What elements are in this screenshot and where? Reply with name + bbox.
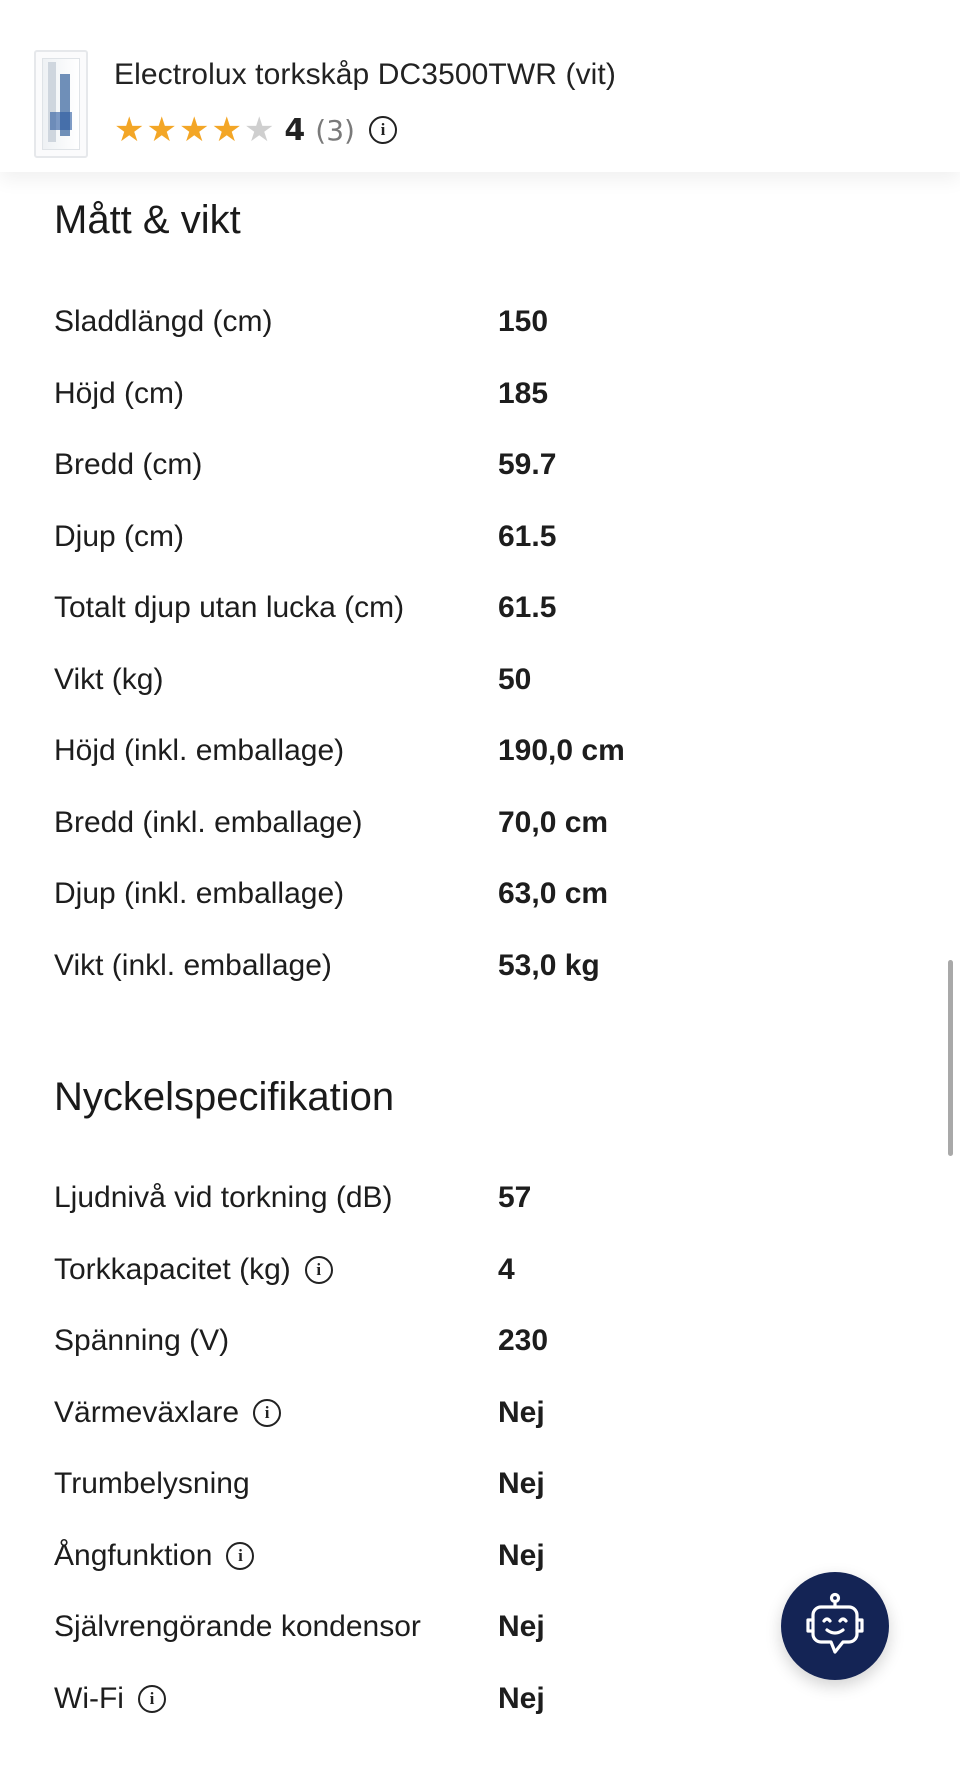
spec-row [54, 1388, 874, 1438]
spec-row [54, 655, 874, 705]
spec-value: 61.5 [498, 591, 557, 624]
spec-row [54, 369, 874, 419]
spec-value: Nej [498, 1539, 545, 1572]
info-icon[interactable]: i [305, 1256, 333, 1284]
spec-label: Spänning (V) [54, 1324, 230, 1357]
spec-row [54, 1316, 874, 1366]
spec-value: 61.5 [498, 520, 557, 553]
spec-label-text: Ångfunktion [54, 1539, 213, 1572]
product-title: Electrolux torkskåp DC3500TWR (vit) [114, 58, 616, 91]
info-icon[interactable]: i [226, 1542, 254, 1570]
spec-label: Höjd (inkl. emballage) [54, 734, 345, 767]
rating-info-icon[interactable]: i [369, 116, 397, 144]
spec-row [54, 1173, 874, 1223]
spec-label: Sladdlängd (cm) [54, 305, 273, 338]
spec-label [54, 1682, 498, 1716]
spec-value: 150 [498, 305, 549, 338]
spec-value: 53,0 kg [498, 949, 600, 982]
info-icon[interactable]: i [253, 1399, 281, 1427]
spec-label: Djup (cm) [54, 520, 185, 553]
star-filled-icon: ★ [211, 110, 242, 150]
star-filled-icon: ★ [178, 110, 210, 150]
product-header [0, 0, 960, 172]
spec-value: 230 [498, 1324, 549, 1357]
spec-row [54, 1245, 874, 1295]
spec-row [54, 1602, 874, 1652]
spec-label: Bredd (inkl. emballage) [54, 806, 363, 839]
chatbot-button[interactable] [781, 1572, 889, 1680]
product-thumbnail[interactable] [34, 50, 88, 158]
rating-count[interactable]: (3) [315, 113, 355, 147]
spec-row [54, 440, 874, 490]
spec-label: Vikt (inkl. emballage) [54, 949, 332, 982]
star-empty-icon: ★ [243, 110, 275, 150]
spec-value: 190,0 cm [498, 734, 625, 767]
star-filled-icon: ★ [146, 110, 177, 150]
section-title-dimensions: Mått & vikt [54, 198, 241, 242]
star-filled-icon: ★ [114, 110, 145, 150]
rating-row[interactable] [114, 110, 397, 150]
spec-value: 185 [498, 377, 549, 410]
spec-row [54, 1531, 874, 1581]
spec-row [54, 512, 874, 562]
spec-label: Ljudnivå vid torkning (dB) [54, 1181, 393, 1214]
spec-value: Nej [498, 1396, 545, 1429]
spec-label [54, 1253, 498, 1287]
spec-value: 4 [498, 1253, 515, 1286]
spec-label [54, 1539, 498, 1573]
spec-row [54, 798, 874, 848]
spec-value: Nej [498, 1610, 545, 1643]
info-icon[interactable]: i [138, 1685, 166, 1713]
thumbnail-rack [48, 62, 56, 142]
spec-label: Trumbelysning [54, 1467, 250, 1500]
spec-value: 63,0 cm [498, 877, 609, 910]
spec-row [54, 726, 874, 776]
spec-value: Nej [498, 1682, 545, 1715]
spec-value: 70,0 cm [498, 806, 609, 839]
scrollbar-thumb[interactable] [948, 960, 953, 1156]
spec-label-text: Värmeväxlare [54, 1396, 240, 1429]
spec-value: 50 [498, 663, 532, 696]
spec-row [54, 1459, 874, 1509]
spec-label: Höjd (cm) [54, 377, 185, 410]
rating-value: 4 [284, 112, 306, 148]
spec-value: 57 [498, 1181, 532, 1214]
thumbnail-rack [50, 112, 72, 130]
spec-value: Nej [498, 1467, 545, 1500]
spec-row [54, 297, 874, 347]
spec-row [54, 941, 874, 991]
spec-row [54, 583, 874, 633]
spec-label: Vikt (kg) [54, 663, 164, 696]
section-title-key-specs: Nyckelspecifikation [54, 1075, 395, 1119]
chatbot-icon [799, 1590, 871, 1662]
spec-label: Totalt djup utan lucka (cm) [54, 591, 405, 624]
spec-label: Bredd (cm) [54, 448, 203, 481]
spec-label [54, 1396, 498, 1430]
rating-stars [114, 110, 275, 150]
spec-label: Självrengörande kondensor [54, 1610, 421, 1643]
spec-row [54, 1674, 874, 1724]
spec-label-text: Torkkapacitet (kg) [54, 1253, 291, 1286]
spec-row [54, 869, 874, 919]
spec-label: Djup (inkl. emballage) [54, 877, 345, 910]
spec-value: 59.7 [498, 448, 557, 481]
spec-label-text: Wi-Fi [54, 1682, 124, 1715]
